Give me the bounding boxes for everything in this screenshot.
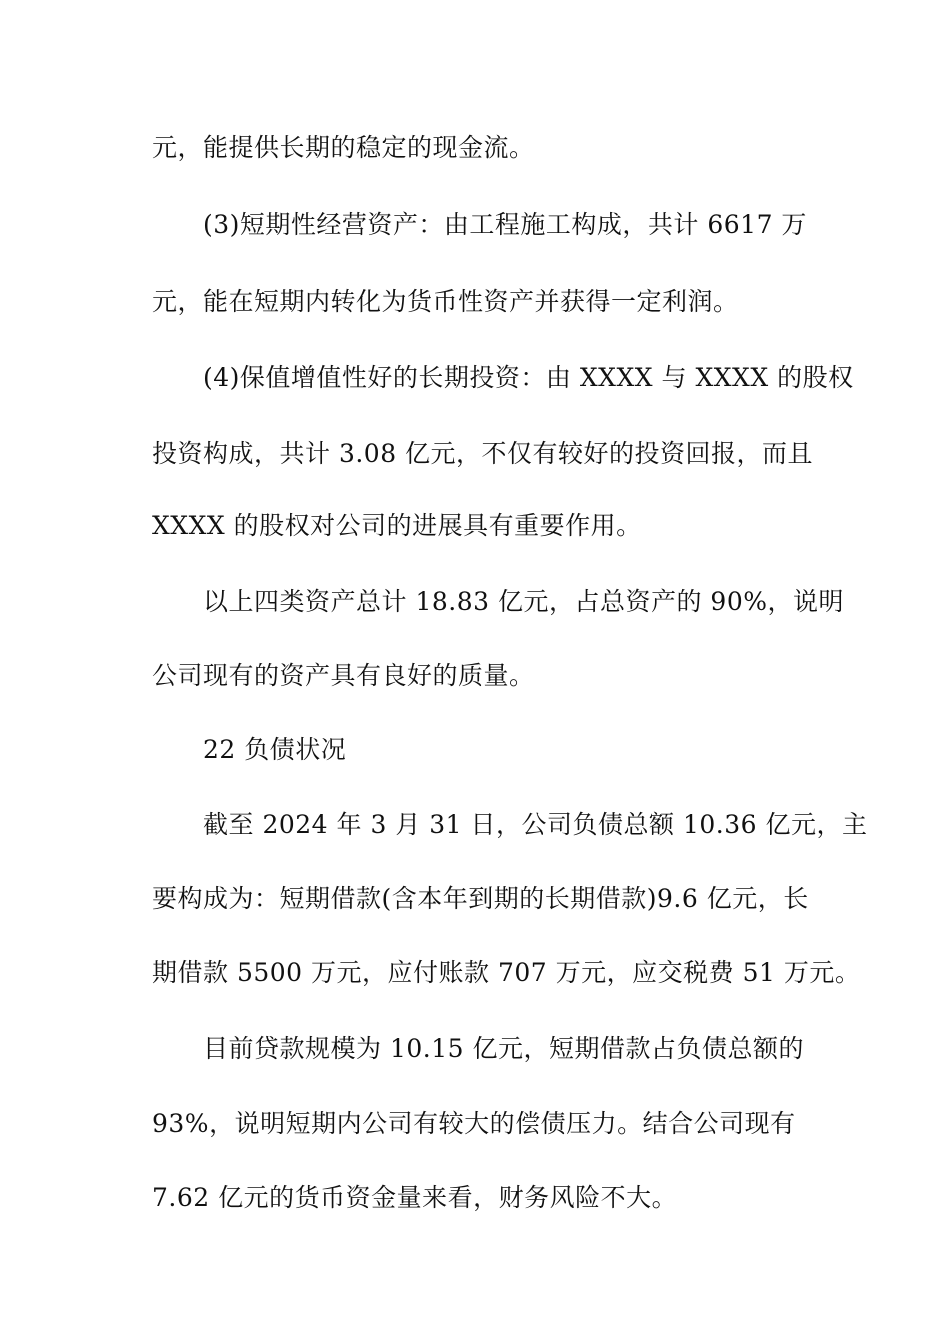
section-heading: 22 负债状况	[203, 735, 347, 764]
text-line: 7.62 亿元的货币资金量来看，财务风险不大。	[152, 1183, 678, 1212]
text-line: (3)短期性经营资产：由工程施工构成，共计 6617 万	[203, 210, 807, 239]
text-line: (4)保值增值性好的长期投资：由 XXXX 与 XXXX 的股权	[203, 363, 854, 392]
text-line: XXXX 的股权对公司的进展具有重要作用。	[152, 511, 642, 540]
text-line: 以上四类资产总计 18.83 亿元，占总资产的 90%，说明	[203, 587, 844, 616]
text-line: 公司现有的资产具有良好的质量。	[152, 661, 535, 690]
text-line: 投资构成，共计 3.08 亿元，不仅有较好的投资回报，而且	[152, 439, 814, 468]
text-line: 目前贷款规模为 10.15 亿元，短期借款占负债总额的	[203, 1034, 804, 1063]
text-line: 截至 2024 年 3 月 31 日，公司负债总额 10.36 亿元，主	[203, 810, 868, 839]
text-line: 要构成为：短期借款(含本年到期的长期借款)9.6 亿元，长	[152, 884, 809, 913]
text-line: 元，能在短期内转化为货币性资产并获得一定利润。	[152, 287, 739, 316]
text-line: 元，能提供长期的稳定的现金流。	[152, 133, 535, 162]
text-line: 期借款 5500 万元，应付账款 707 万元，应交税费 51 万元。	[152, 958, 861, 987]
text-line: 93%，说明短期内公司有较大的偿债压力。结合公司现有	[152, 1109, 796, 1138]
